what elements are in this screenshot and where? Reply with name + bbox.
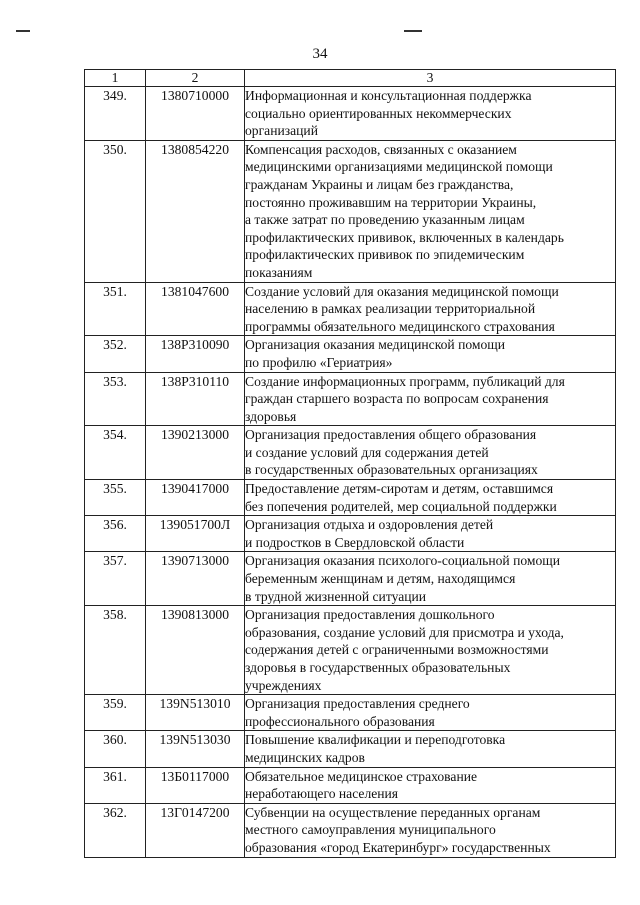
description-line: Организация оказания медицинской помощи bbox=[245, 337, 506, 353]
row-description bbox=[245, 767, 616, 803]
row-code: 139051700Л bbox=[146, 516, 245, 552]
table-row bbox=[85, 372, 616, 426]
row-description bbox=[245, 731, 616, 767]
row-description bbox=[245, 372, 616, 426]
row-code: 1390417000 bbox=[146, 480, 245, 516]
row-number: 352. bbox=[85, 336, 146, 372]
description-line: в трудной жизненной ситуации bbox=[245, 588, 427, 604]
description-line: Компенсация расходов, связанных с оказанием bbox=[245, 141, 517, 157]
description-line: Организация предоставления среднего bbox=[245, 696, 470, 712]
row-number: 351. bbox=[85, 282, 146, 336]
description-line: Предоставление детям-сиротам и детям, оставшимся bbox=[245, 481, 554, 497]
budget-codes-table bbox=[84, 69, 616, 858]
scan-mark-left bbox=[16, 30, 30, 32]
description-line: Организация оказания психолого-социальной помощи bbox=[245, 553, 561, 569]
table-row bbox=[85, 606, 616, 695]
description-line: Создание условий для оказания медицинской помощи bbox=[245, 283, 559, 299]
column-header-description: 3 bbox=[245, 70, 616, 87]
description-line: Информационная и консультационная поддержка bbox=[245, 88, 532, 103]
row-code: 1381047600 bbox=[146, 282, 245, 336]
description-line: без попечения родителей, мер социальной поддержки bbox=[245, 498, 557, 514]
row-number: 350. bbox=[85, 140, 146, 282]
description-line: профилактических прививок по эпидемическим bbox=[245, 247, 525, 263]
table-row bbox=[85, 336, 616, 372]
description-line: здоровья в государственных образовательных bbox=[245, 660, 511, 675]
description-line: медицинских кадров bbox=[245, 749, 365, 765]
row-description bbox=[245, 552, 616, 606]
description-line: по профилю «Гериатрия» bbox=[245, 354, 393, 370]
row-description bbox=[245, 606, 616, 695]
description-line: образования «город Екатеринбург» государственных bbox=[245, 839, 551, 855]
description-line: социально ориентированных некоммерческих bbox=[245, 105, 512, 121]
description-line: неработающего населения bbox=[245, 786, 399, 802]
column-header-number: 1 bbox=[85, 70, 146, 87]
row-description bbox=[245, 336, 616, 372]
description-line: Организация предоставления общего образования bbox=[245, 427, 537, 443]
description-line: Обязательное медицинское страхование bbox=[245, 768, 478, 784]
row-number: 356. bbox=[85, 516, 146, 552]
description-line: Организация отдыха и оздоровления детей bbox=[245, 517, 494, 533]
table-row bbox=[85, 282, 616, 336]
scan-mark-right bbox=[404, 30, 422, 32]
description-line: Субвенции на осуществление переданных органам bbox=[245, 804, 541, 820]
description-line: в государственных образовательных организациях bbox=[245, 462, 538, 478]
description-line: местного самоуправления муниципального bbox=[245, 822, 496, 838]
table-row bbox=[85, 695, 616, 731]
row-code: 139N513010 bbox=[146, 695, 245, 731]
row-number: 353. bbox=[85, 372, 146, 426]
row-description bbox=[245, 140, 616, 282]
table-row bbox=[85, 731, 616, 767]
description-line: здоровья bbox=[245, 408, 297, 424]
table-header-row bbox=[85, 70, 616, 87]
row-code: 1390213000 bbox=[146, 426, 245, 480]
row-description bbox=[245, 803, 616, 857]
row-description bbox=[245, 695, 616, 731]
description-line: содержания детей с ограниченными возможностями bbox=[245, 642, 549, 658]
description-line: показаниям bbox=[245, 264, 313, 280]
row-description bbox=[245, 87, 616, 141]
description-line: учреждениях bbox=[245, 677, 322, 693]
row-code: 1380710000 bbox=[146, 87, 245, 141]
description-line: медицинскими организациями медицинской помощи bbox=[245, 159, 553, 175]
table-row bbox=[85, 87, 616, 141]
description-line: программы обязательного медицинского страхования bbox=[245, 318, 555, 334]
column-header-code: 2 bbox=[146, 70, 245, 87]
row-code: 138Р310110 bbox=[146, 372, 245, 426]
row-number: 358. bbox=[85, 606, 146, 695]
table-row bbox=[85, 480, 616, 516]
row-number: 362. bbox=[85, 803, 146, 857]
description-line: и подростков в Свердловской области bbox=[245, 534, 465, 550]
description-line: Создание информационных программ, публикаций для bbox=[245, 373, 565, 389]
description-line: населению в рамках реализации территориальной bbox=[245, 301, 536, 317]
row-description bbox=[245, 516, 616, 552]
description-line: профилактических прививок, включенных в календарь bbox=[245, 229, 564, 245]
description-line: постоянно проживавшим на территории Украины, bbox=[245, 194, 537, 210]
description-line: Повышение квалификации и переподготовка bbox=[245, 732, 506, 748]
row-number: 349. bbox=[85, 87, 146, 141]
description-line: образования, создание условий для присмотра и ухода, bbox=[245, 624, 564, 640]
row-number: 355. bbox=[85, 480, 146, 516]
description-line: а также затрат по проведению указанным лицам bbox=[245, 212, 525, 228]
row-description bbox=[245, 282, 616, 336]
row-number: 361. bbox=[85, 767, 146, 803]
table-row bbox=[85, 140, 616, 282]
row-code: 1380854220 bbox=[146, 140, 245, 282]
row-code: 13Г0147200 bbox=[146, 803, 245, 857]
row-code: 1390813000 bbox=[146, 606, 245, 695]
description-line: профессионального образования bbox=[245, 713, 435, 729]
row-number: 357. bbox=[85, 552, 146, 606]
table-row bbox=[85, 516, 616, 552]
row-code: 13Б0117000 bbox=[146, 767, 245, 803]
description-line: гражданам Украины и лицам без гражданства, bbox=[245, 176, 514, 192]
description-line: граждан старшего возраста по вопросам сохранения bbox=[245, 391, 549, 407]
description-line: и создание условий для содержания детей bbox=[245, 444, 489, 460]
row-code: 138Р310090 bbox=[146, 336, 245, 372]
description-line: организаций bbox=[245, 123, 318, 139]
row-number: 354. bbox=[85, 426, 146, 480]
description-line: Организация предоставления дошкольного bbox=[245, 607, 495, 623]
row-description bbox=[245, 480, 616, 516]
row-code: 1390713000 bbox=[146, 552, 245, 606]
row-code: 139N513030 bbox=[146, 731, 245, 767]
row-number: 359. bbox=[85, 695, 146, 731]
description-line: беременным женщинам и детям, находящимся bbox=[245, 571, 516, 587]
table-row bbox=[85, 803, 616, 857]
table-row bbox=[85, 552, 616, 606]
page-number: 34 bbox=[312, 46, 328, 62]
row-description bbox=[245, 426, 616, 480]
table-row bbox=[85, 426, 616, 480]
row-number: 360. bbox=[85, 731, 146, 767]
table-row bbox=[85, 767, 616, 803]
